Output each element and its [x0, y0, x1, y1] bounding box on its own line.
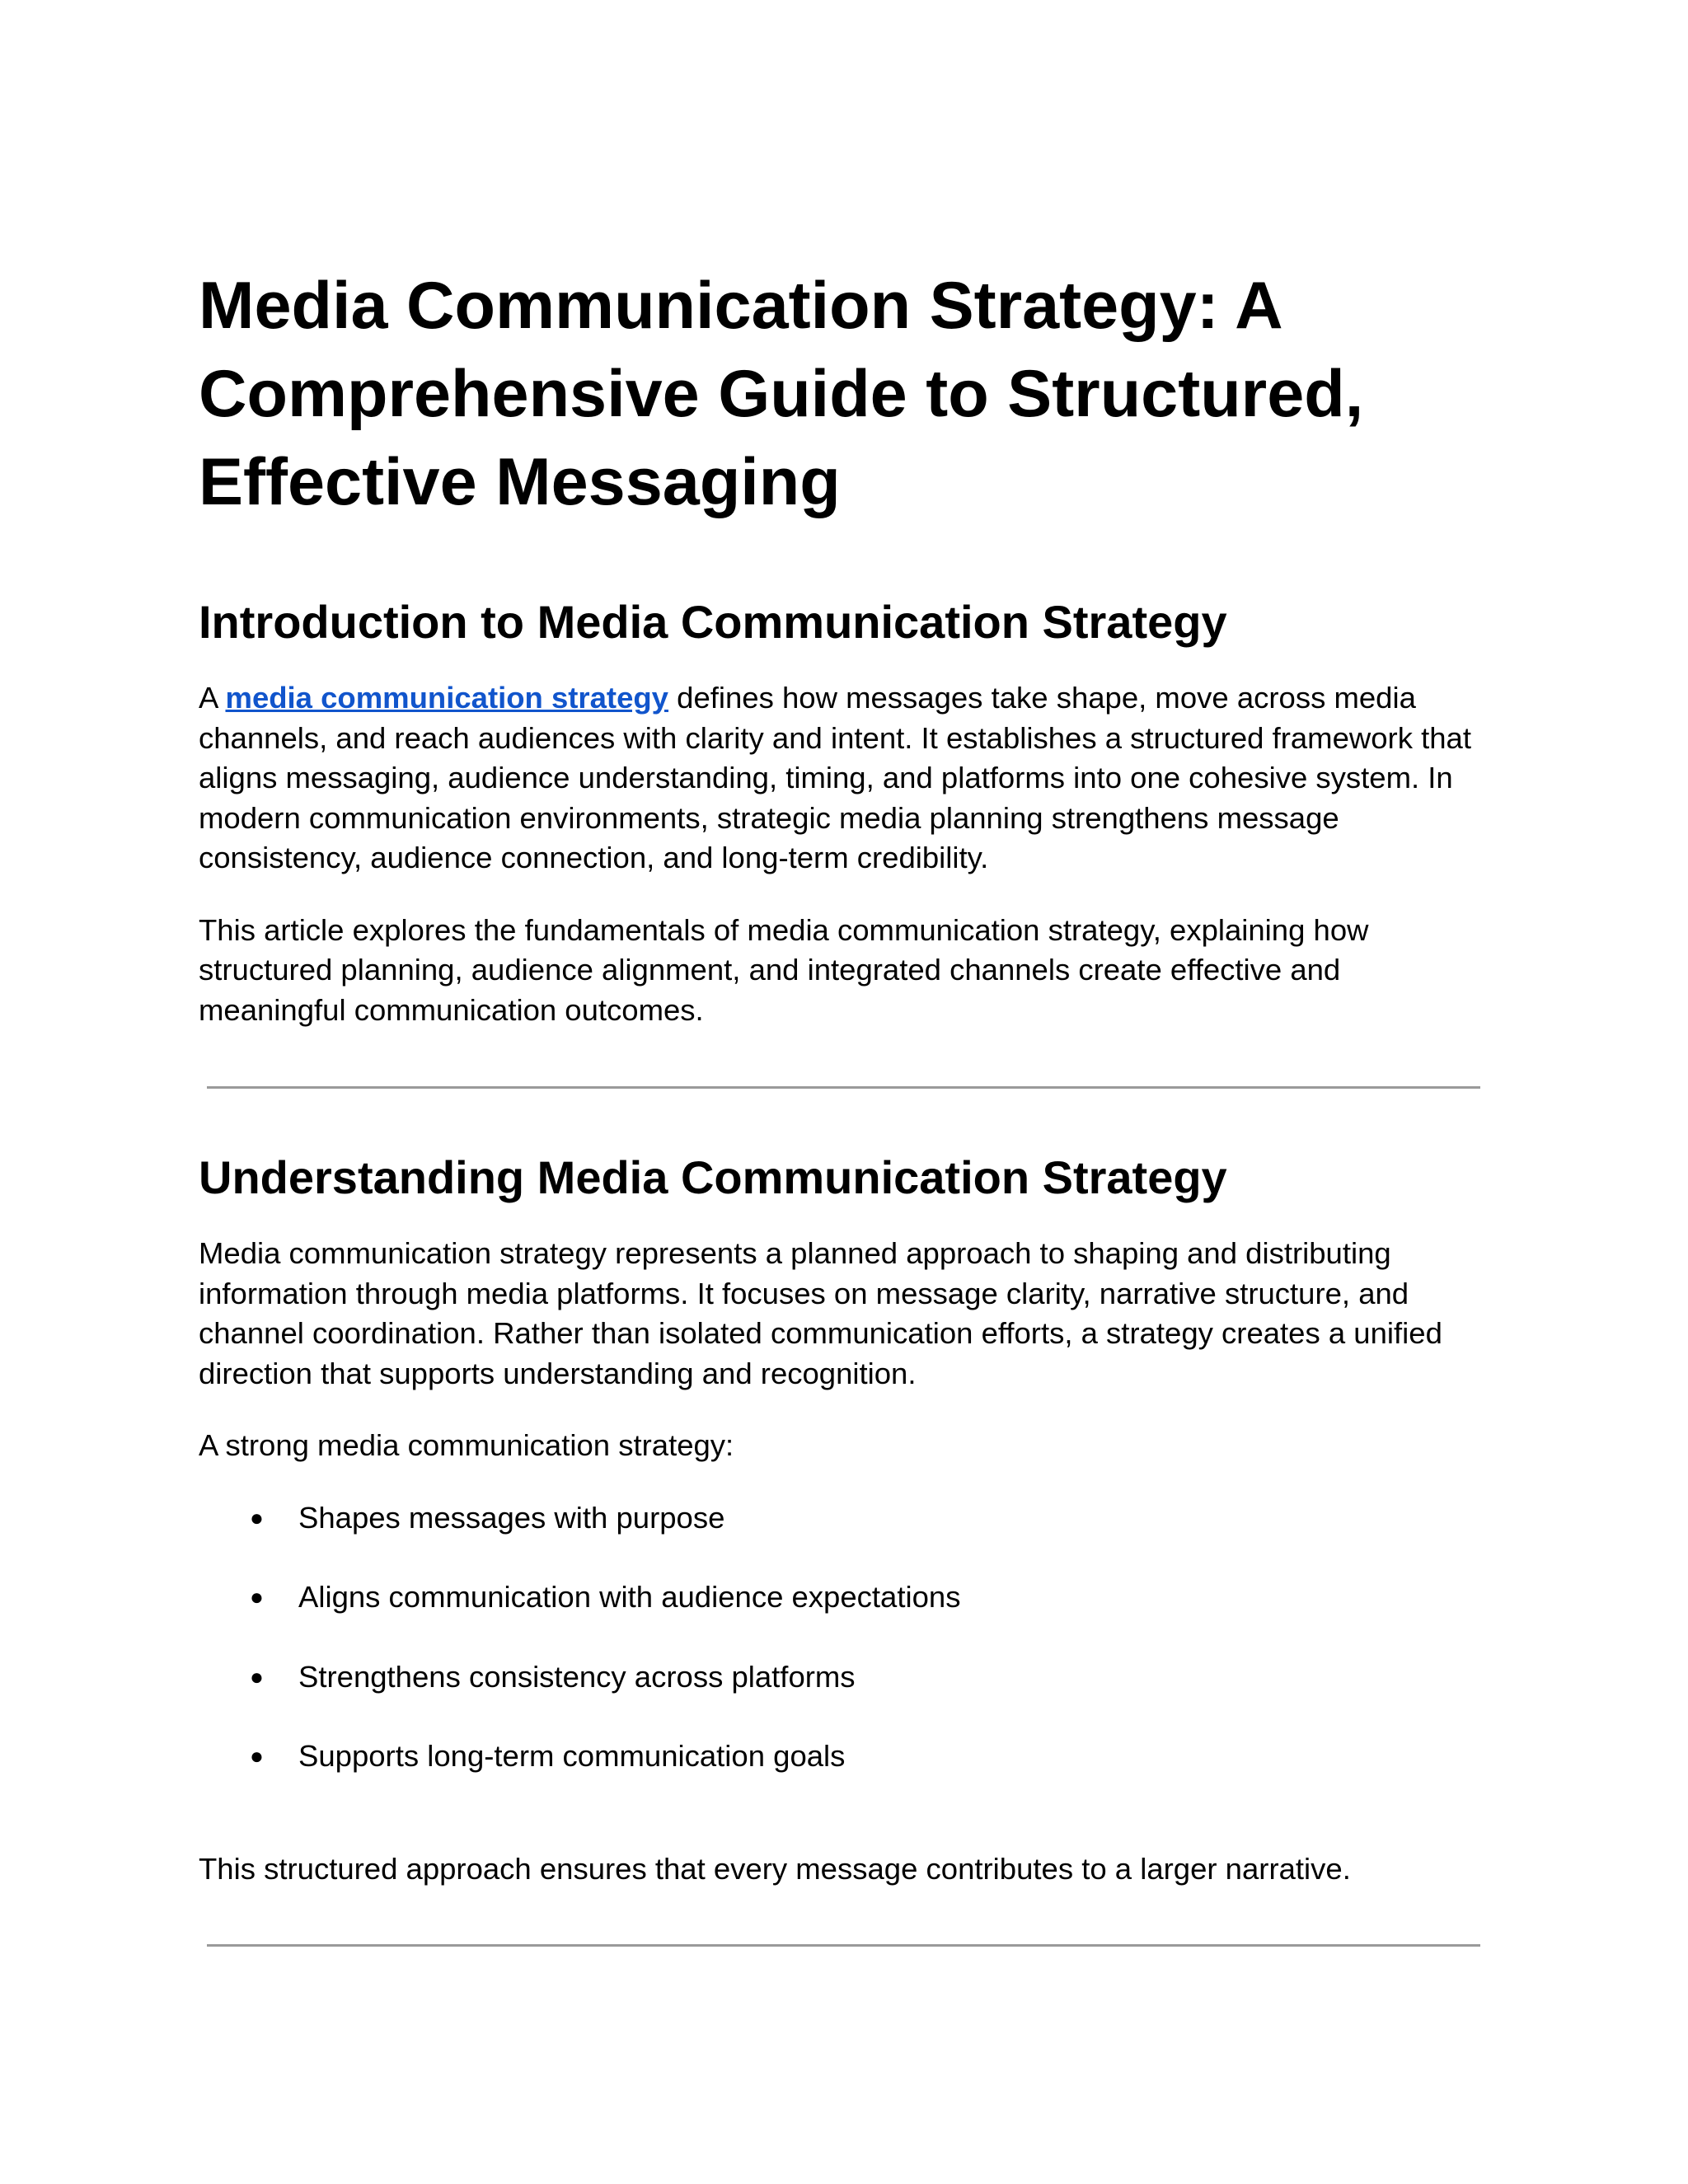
- intro-paragraph-prefix: A: [199, 681, 226, 715]
- intro-paragraph-2: This article explores the fundamentals of media communication strategy, explaining how structured planning, audience alignment, and integrated channels create effective and meaningful communication outcomes.: [199, 912, 1369, 1027]
- bullet-icon: ●: [250, 1504, 264, 1530]
- media-communication-strategy-link[interactable]: media communication strategy: [225, 681, 668, 715]
- intro-paragraph-text: defines how messages take shape, move across media channels, and reach audiences with clarity and intent. It establishes a structured framework that aligns messaging, audience understanding, timing, and platforms into one cohesive system. In modern communication environments, strategic media planning strengthens message consistency, audience connection, and long-term credibility.: [199, 681, 1471, 874]
- understanding-paragraph: Media communication strategy represents a planned approach to shaping and distributing information through media platforms. It focuses on message clarity, narrative structure, and channel coordination. Rather than isolated communication efforts, a strategy creates a unified direction that supports understanding and recognition.: [199, 1236, 1442, 1390]
- list-intro: A strong media communication strategy:: [199, 1428, 734, 1462]
- list-item: [199, 1577, 1489, 1618]
- list-item: [199, 1657, 1489, 1698]
- intro-paragraph: [199, 678, 1489, 879]
- bullet-icon: ●: [250, 1584, 264, 1610]
- document-content: [199, 262, 1489, 1947]
- list-item-text: Supports long-term communication goals: [298, 1739, 846, 1773]
- closing-paragraph: This structured approach ensures that every message contributes to a larger narrative.: [199, 1851, 1351, 1886]
- bullet-icon: ●: [250, 1743, 264, 1769]
- section-divider: [207, 1086, 1480, 1089]
- bullet-icon: ●: [250, 1663, 264, 1690]
- list-item: [199, 1736, 1489, 1777]
- page-title: Media Communication Strategy: A Comprehensive Guide to Structured, Effective Messaging: [199, 269, 1364, 519]
- strategy-bullet-list: [199, 1498, 1489, 1777]
- list-item: [199, 1498, 1489, 1539]
- list-item-text: Shapes messages with purpose: [298, 1500, 725, 1535]
- list-item-text: Strengthens consistency across platforms: [298, 1659, 856, 1694]
- section-divider: [207, 1944, 1480, 1947]
- section-heading-introduction: Introduction to Media Communication Strategy: [199, 596, 1227, 648]
- list-item-text: Aligns communication with audience expectations: [298, 1580, 961, 1614]
- section-heading-understanding: Understanding Media Communication Strategy: [199, 1151, 1227, 1203]
